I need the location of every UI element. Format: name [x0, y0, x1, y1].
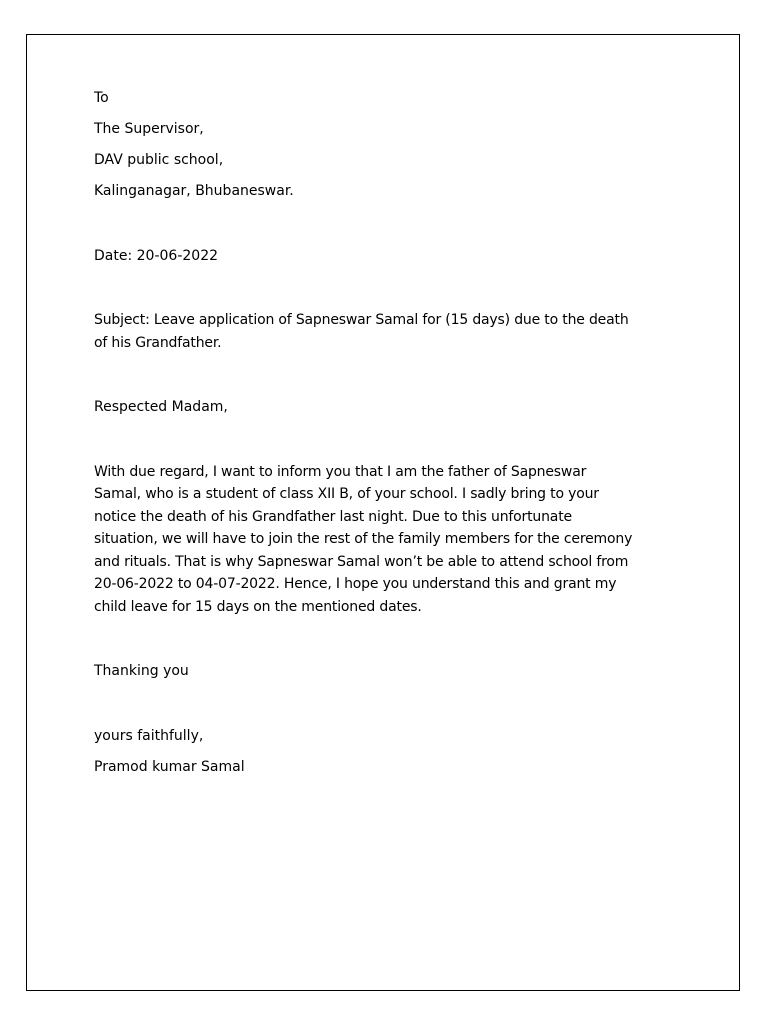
- letter-body: [94, 87, 684, 778]
- salutation: Respected Madam,: [94, 399, 228, 415]
- date-label: Date:: [94, 247, 133, 264]
- body-line-5: and rituals. That is why Sapneswar Samal won’t be able to attend school from: [94, 553, 629, 570]
- body-paragraph: [94, 461, 684, 619]
- school-name: DAV public school,: [94, 152, 224, 168]
- body-line-2: Samal, who is a student of class XII B, of your school. I sadly bring to your: [94, 486, 599, 502]
- body-line-3: notice the death of his Grandfather last night. Due to this unfortunate: [94, 508, 572, 525]
- body-line-6: 20-06-2022 to 04-07-2022. Hence, I hope you understand this and grant my: [94, 576, 617, 592]
- recipient-title: The Supervisor,: [94, 121, 204, 137]
- signoff: yours faithfully,: [94, 727, 204, 744]
- school-address: Kalinganagar, Bhubaneswar.: [94, 183, 294, 199]
- date-value: 20-06-2022: [136, 247, 219, 264]
- body-line-4: situation, we will have to join the rest of the family members for the ceremony: [94, 531, 633, 547]
- subject-line-1: Subject: Leave application of Sapneswar Samal for (15 days) due to the death: [94, 312, 629, 328]
- subject-block: [94, 309, 684, 354]
- document-page: [26, 34, 740, 991]
- date-line: [94, 245, 684, 268]
- closing: Thanking you: [94, 663, 189, 679]
- sender-name: Pramod kumar Samal: [94, 758, 245, 775]
- subject-line-2: of his Grandfather.: [94, 334, 222, 351]
- body-line-1: With due regard, I want to inform you that I am the father of Sapneswar: [94, 463, 587, 480]
- body-line-7: child leave for 15 days on the mentioned dates.: [94, 598, 422, 615]
- letter-to: To: [94, 90, 109, 106]
